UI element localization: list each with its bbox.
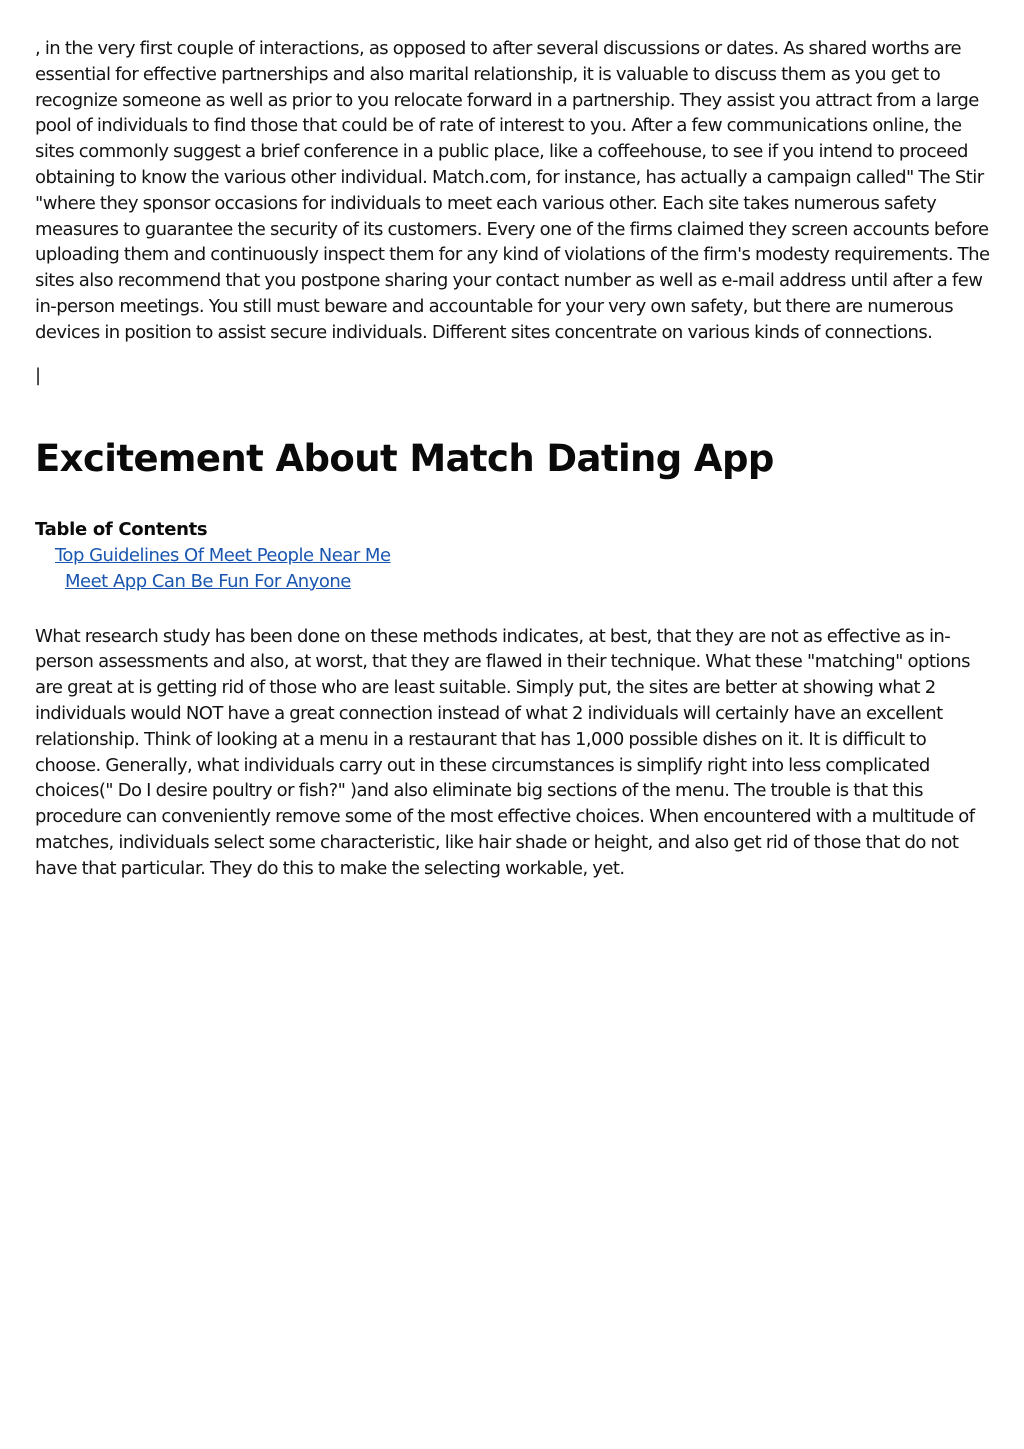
intro-paragraph: , in the very first couple of interactions, as opposed to after several discussions or dates. As shared worths are essential for effective partnerships and also marital relationship, it is valuable to discuss them as you get to recognize someone as well as prior to you relocate forward in a partnership. They assist you attract from a large pool of individuals to find those that could be of rate of interest to you. After a few communications online, the sites commonly suggest a brief conference in a public place, like a coffeehouse, to see if you intend to proceed obtaining to know the various other individual. Match.com, for instance, has actually a campaign called" The Stir "where they sponsor occasions for individuals to meet each various other. Each site takes numerous safety measures to guarantee the security of its customers. Every one of the firms claimed they screen accounts before uploading them and continuously inspect them for any kind of violations of the firm's modesty requirements. The sites also recommend that you postpone sharing your contact number as well as e-mail address until after a few in-person meetings. You still must beware and accountable for your very own safety, but there are numerous devices in position to assist secure individuals. Different sites concentrate on various kinds of connections. bbox=[35, 38, 990, 343]
body-paragraph: What research study has been done on these methods indicates, at best, that they are not as effective as in-person assessments and also, at worst, that they are flawed in their technique. What these "matching" options are great at is getting rid of those who are least suitable. Simply put, the sites are better at showing what 2 individuals would NOT have a great connection instead of what 2 individuals will certainly have an excellent relationship. Think of looking at a menu in a restaurant that has 1,000 possible dishes on it. It is difficult to choose. Generally, what individuals carry out in these circumstances is simplify right into less complicated choices(" Do I desire poultry or fish?" )and also eliminate big sections of the menu. The trouble is that this procedure can conveniently remove some of the most effective choices. When encountered with a multitude of matches, individuals select some characteristic, like hair shade or height, and also get rid of those that do not have that particular. They do this to make the selecting workable, yet. bbox=[35, 625, 975, 879]
separator-mark: | bbox=[35, 364, 42, 386]
toc-title: Table of Contents bbox=[35, 518, 208, 540]
table-of-contents bbox=[35, 517, 991, 595]
article-heading: Excitement About Match Dating App bbox=[35, 436, 774, 480]
document-page bbox=[35, 36, 991, 882]
toc-link-top-guidelines[interactable]: Top Guidelines Of Meet People Near Me bbox=[55, 544, 391, 566]
toc-link-meet-app[interactable]: Meet App Can Be Fun For Anyone bbox=[65, 570, 351, 592]
